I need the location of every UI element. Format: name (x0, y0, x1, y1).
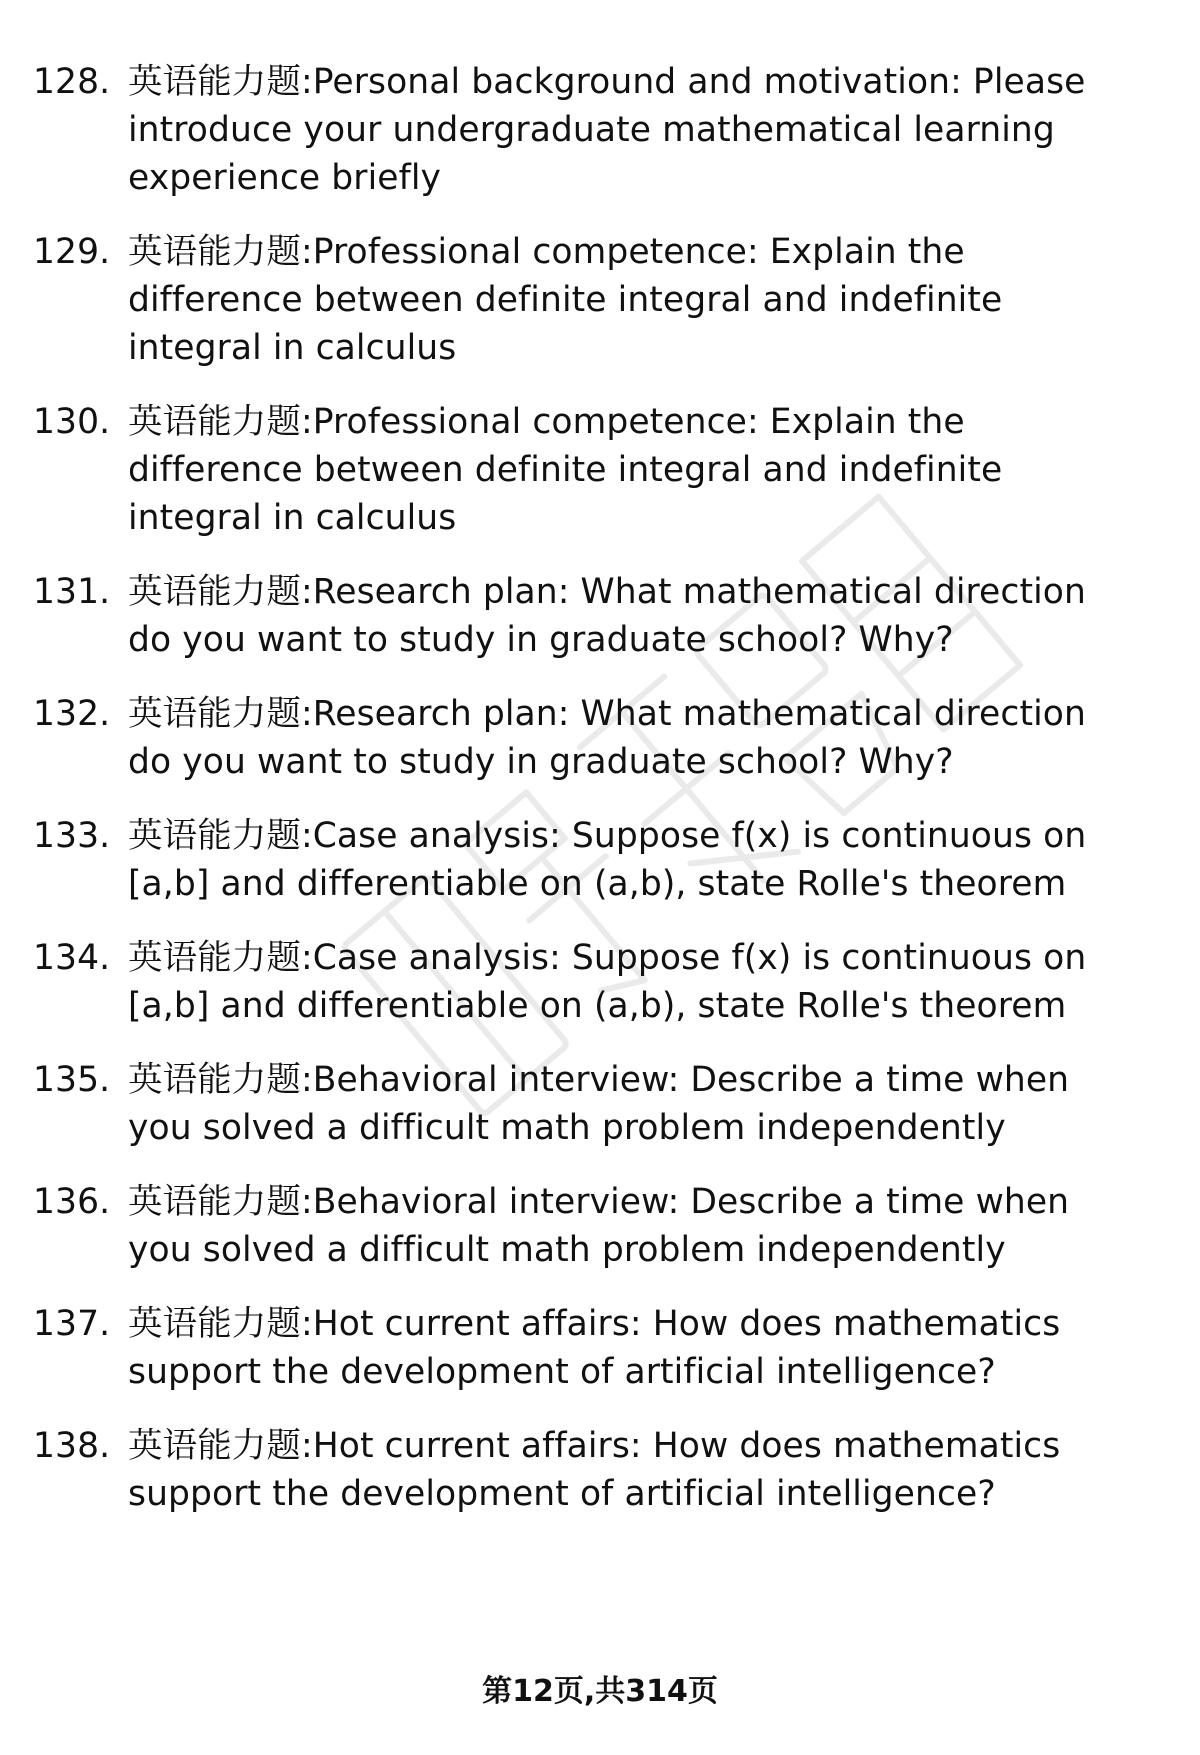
question-prefix: 英语能力题: (128, 694, 313, 734)
question-text (128, 1178, 1138, 1274)
question-prefix: 英语能力题: (128, 1060, 313, 1100)
question-body: Case analysis: Suppose f(x) is continuous on [a,b] and differentiable on (a,b), state Rolle's theorem (128, 938, 1087, 1026)
question-number: 129. (33, 232, 111, 272)
question-number: 132. (33, 694, 111, 734)
question-text (128, 934, 1138, 1030)
question-item (0, 1422, 1200, 1518)
question-item (0, 228, 1200, 372)
question-item (0, 398, 1200, 542)
question-text (128, 1056, 1138, 1152)
question-list (0, 58, 1200, 1518)
question-prefix: 英语能力题: (128, 1426, 313, 1466)
question-text (128, 1300, 1138, 1396)
question-prefix: 英语能力题: (128, 938, 313, 978)
question-prefix: 英语能力题: (128, 1182, 313, 1222)
question-text (128, 1422, 1138, 1518)
question-text (128, 690, 1138, 786)
question-body: Behavioral interview: Describe a time when you solved a difficult math problem independently (128, 1182, 1070, 1270)
question-prefix: 英语能力题: (128, 816, 313, 856)
question-body: Case analysis: Suppose f(x) is continuous on [a,b] and differentiable on (a,b), state Rolle's theorem (128, 816, 1087, 904)
question-prefix: 英语能力题: (128, 232, 313, 272)
question-prefix: 英语能力题: (128, 62, 313, 102)
question-prefix: 英语能力题: (128, 572, 313, 612)
question-item (0, 934, 1200, 1030)
question-number: 136. (33, 1182, 111, 1222)
question-item (0, 58, 1200, 202)
question-number: 130. (33, 402, 111, 442)
question-body: Personal background and motivation: Please introduce your undergraduate mathematical learning experience briefly (128, 62, 1086, 198)
question-number: 128. (33, 62, 111, 102)
question-number: 134. (33, 938, 111, 978)
question-number: 138. (33, 1426, 111, 1466)
question-text (128, 228, 1138, 372)
question-text (128, 812, 1138, 908)
question-text (128, 568, 1138, 664)
question-number: 137. (33, 1304, 111, 1344)
question-body: Professional competence: Explain the difference between definite integral and indefinite integral in calculus (128, 402, 1003, 538)
question-prefix: 英语能力题: (128, 402, 313, 442)
question-item (0, 690, 1200, 786)
page-footer (0, 1672, 1200, 1712)
question-body: Research plan: What mathematical direction do you want to study in graduate school? Why? (128, 694, 1086, 782)
question-item (0, 1056, 1200, 1152)
question-body: Hot current affairs: How does mathematics support the development of artificial intelligence? (128, 1426, 1061, 1514)
question-body: Professional competence: Explain the difference between definite integral and indefinite integral in calculus (128, 232, 1003, 368)
question-item (0, 568, 1200, 664)
question-item (0, 812, 1200, 908)
question-text (128, 58, 1138, 202)
question-number: 133. (33, 816, 111, 856)
page-number-label: 第12页,共314页 (482, 1674, 718, 1709)
question-body: Research plan: What mathematical direction do you want to study in graduate school? Why? (128, 572, 1086, 660)
question-prefix: 英语能力题: (128, 1304, 313, 1344)
question-number: 135. (33, 1060, 111, 1100)
question-item (0, 1300, 1200, 1396)
question-text (128, 398, 1138, 542)
question-body: Hot current affairs: How does mathematics support the development of artificial intelligence? (128, 1304, 1061, 1392)
question-body: Behavioral interview: Describe a time when you solved a difficult math problem independently (128, 1060, 1070, 1148)
question-number: 131. (33, 572, 111, 612)
question-item (0, 1178, 1200, 1274)
